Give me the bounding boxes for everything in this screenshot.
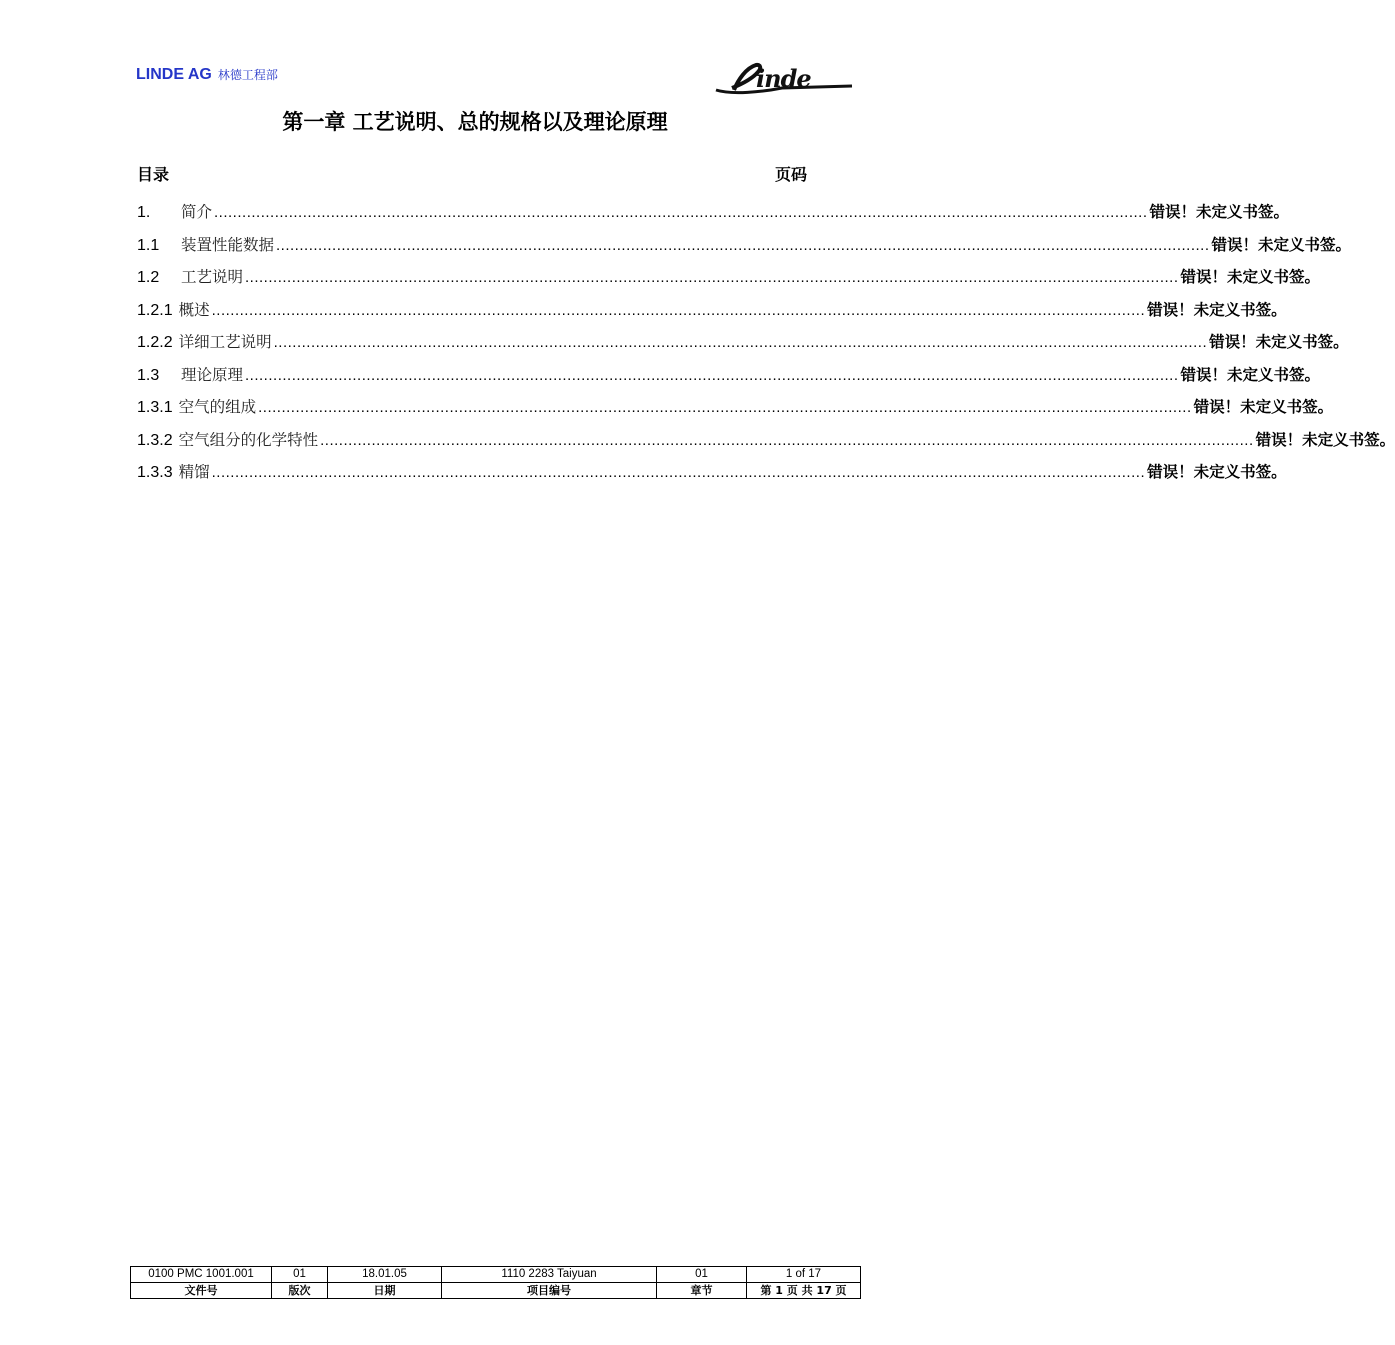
footer-table xyxy=(130,1266,861,1299)
chapter-title: 第一章 工艺说明、总的规格以及理论原理 xyxy=(282,109,668,134)
toc-leader-dots: ........................................................................................................................................................................................................ xyxy=(211,464,1146,481)
toc-entry-title: 理论原理 xyxy=(181,365,244,384)
footer-label-page: 第 1 页 共 17 页 xyxy=(747,1283,861,1299)
toc-entry-page: 错误！未定义书签。 xyxy=(1209,333,1349,351)
toc-entry[interactable] xyxy=(137,298,1287,331)
toc-entry[interactable] xyxy=(137,233,1352,266)
toc-entry-number: 1.3.3 xyxy=(137,464,173,481)
toc-entry-page: 错误！未定义书签。 xyxy=(1193,398,1334,416)
toc-entry-number: 1.2 xyxy=(137,269,160,286)
footer-document-number: 0100 PMC 1001.001 xyxy=(131,1267,272,1283)
toc-entry-title: 详细工艺说明 xyxy=(178,333,272,351)
toc-entry-number: 1. xyxy=(137,204,151,221)
toc-entry-number: 1.2.1 xyxy=(137,301,173,319)
toc-entry[interactable] xyxy=(137,395,1334,428)
header-company xyxy=(136,66,278,84)
toc-entry-number: 1.1 xyxy=(137,236,160,254)
toc-entry-title: 装置性能数据 xyxy=(181,235,275,254)
toc-entry-title: 简介 xyxy=(181,203,213,221)
toc-leader-dots: ........................................................................................................................................................................................................ xyxy=(211,301,1146,319)
toc-entry-page: 错误！未定义书签。 xyxy=(1255,430,1395,449)
toc-entry-number: 1.2.2 xyxy=(137,334,173,351)
toc-entry[interactable] xyxy=(137,200,1290,233)
toc-leader-dots: ........................................................................................................................................................................................................ xyxy=(214,204,1148,221)
toc-leader-dots: ........................................................................................................................................................................................................ xyxy=(245,366,1179,384)
footer-chapter: 01 xyxy=(657,1267,747,1283)
toc-header xyxy=(137,162,807,185)
toc-page-heading: 页码 xyxy=(774,165,807,184)
linde-logo xyxy=(712,62,854,96)
toc-entry-number: 1.3.2 xyxy=(137,431,173,449)
toc-entry[interactable] xyxy=(137,460,1287,493)
table-of-contents xyxy=(137,200,1395,493)
footer-label-revision: 版次 xyxy=(272,1283,328,1299)
company-name: LINDE AG xyxy=(136,66,212,83)
footer-date: 18.01.05 xyxy=(328,1267,442,1283)
toc-entry[interactable] xyxy=(137,330,1349,363)
toc-entry-page: 错误！未定义书签。 xyxy=(1149,203,1290,221)
toc-leader-dots: ........................................................................................................................................................................................................ xyxy=(273,334,1208,351)
toc-leader-dots: ........................................................................................................................................................................................................ xyxy=(320,431,1254,449)
toc-entry[interactable] xyxy=(137,428,1395,461)
toc-leader-dots: ........................................................................................................................................................................................................ xyxy=(245,269,1179,286)
toc-entry-number: 1.3.1 xyxy=(137,399,173,416)
toc-entry-title: 空气的组成 xyxy=(178,398,257,416)
toc-entry-page: 错误！未定义书签。 xyxy=(1147,463,1287,481)
footer-values-row xyxy=(131,1267,861,1283)
footer-label-chapter: 章节 xyxy=(657,1283,747,1299)
toc-entry-page: 错误！未定义书签。 xyxy=(1180,365,1321,384)
toc-entry-title: 精馏 xyxy=(178,463,210,481)
toc-entry-page: 错误！未定义书签。 xyxy=(1211,235,1352,254)
toc-entry-title: 空气组分的化学特性 xyxy=(178,430,319,449)
toc-heading: 目录 xyxy=(137,165,170,184)
footer-label-date: 日期 xyxy=(328,1283,442,1299)
department-name: 林德工程部 xyxy=(217,68,278,82)
toc-entry-page: 错误！未定义书签。 xyxy=(1147,300,1287,319)
toc-entry[interactable] xyxy=(137,363,1321,396)
toc-entry[interactable] xyxy=(137,265,1321,298)
toc-entry-page: 错误！未定义书签。 xyxy=(1180,268,1321,286)
footer-project-number: 1110 2283 Taiyuan xyxy=(442,1267,657,1283)
toc-entry-title: 工艺说明 xyxy=(181,268,244,286)
footer-labels-row xyxy=(131,1283,861,1299)
toc-leader-dots: ........................................................................................................................................................................................................ xyxy=(258,399,1192,416)
footer-label-document-number: 文件号 xyxy=(131,1283,272,1299)
toc-entry-title: 概述 xyxy=(178,300,210,319)
footer-label-project-number: 项目编号 xyxy=(442,1283,657,1299)
svg-text:inde: inde xyxy=(756,64,811,93)
footer-page: 1 of 17 xyxy=(747,1267,861,1283)
footer-revision: 01 xyxy=(272,1267,328,1283)
toc-leader-dots: ........................................................................................................................................................................................................ xyxy=(276,236,1210,254)
toc-entry-number: 1.3 xyxy=(137,366,160,384)
